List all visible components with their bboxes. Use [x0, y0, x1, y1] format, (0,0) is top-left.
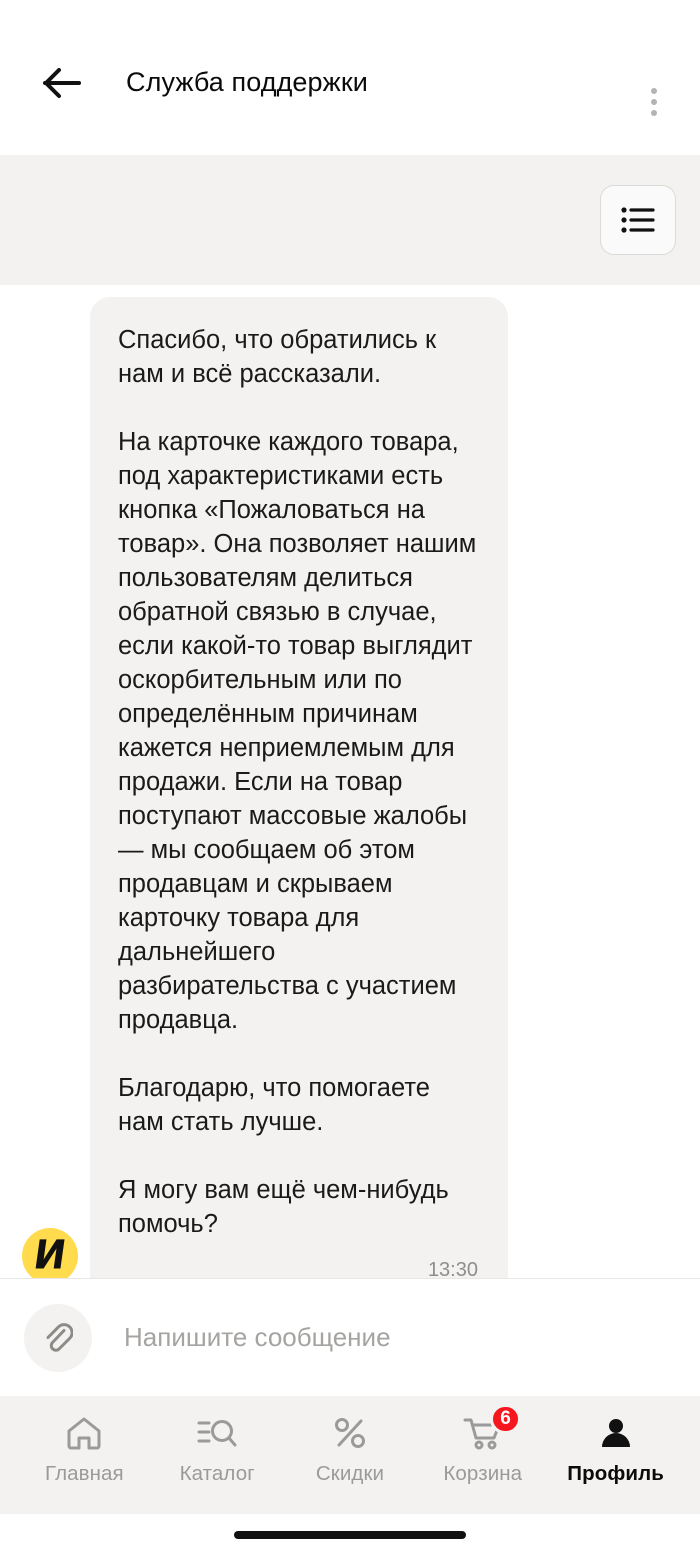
avatar: [22, 1228, 78, 1278]
nav-item-catalog[interactable]: [151, 1412, 284, 1486]
nav-item-home[interactable]: [18, 1412, 151, 1486]
avatar-logo-icon: И: [30, 1231, 70, 1278]
arrow-left-icon: [43, 67, 83, 99]
nav-label: Каталог: [179, 1462, 255, 1485]
page-title: Служба поддержки: [126, 67, 368, 97]
cart-badge: 6: [490, 1404, 521, 1434]
app-header: [0, 0, 700, 155]
chat-toolbar: [0, 155, 700, 285]
nav-item-cart[interactable]: [416, 1408, 549, 1486]
kebab-menu-icon: [651, 88, 657, 94]
nav-label: Скидки: [315, 1462, 385, 1485]
nav-item-discounts[interactable]: [284, 1412, 417, 1486]
nav-item-profile[interactable]: [549, 1412, 682, 1486]
message-input[interactable]: [124, 1322, 676, 1353]
overflow-menu-button[interactable]: [650, 88, 658, 116]
paperclip-icon: [43, 1321, 73, 1355]
kebab-menu-icon: [651, 99, 657, 105]
percent-icon: [332, 1412, 368, 1454]
message-bubble[interactable]: [90, 297, 508, 1278]
message-paragraph: Я могу вам ещё чем-нибудь помочь?: [118, 1176, 456, 1238]
list-icon: [621, 207, 655, 233]
nav-label: Главная: [45, 1462, 124, 1485]
home-icon: [65, 1412, 103, 1454]
home-indicator-area: [0, 1514, 700, 1556]
bottom-navigation: [0, 1396, 700, 1514]
catalog-search-icon: [196, 1412, 238, 1454]
person-icon: [598, 1412, 634, 1454]
kebab-menu-icon: [651, 110, 657, 116]
cart-icon: [463, 1408, 511, 1454]
attach-button[interactable]: [24, 1304, 92, 1372]
message-row: [0, 285, 700, 1278]
back-button[interactable]: [40, 60, 86, 106]
chat-area: [0, 155, 700, 1278]
home-indicator[interactable]: [234, 1531, 466, 1539]
quick-actions-button[interactable]: [600, 185, 676, 255]
message-paragraph: На карточке каждого товара, под характеристиками есть кнопка «Пожаловаться на товар». Она позволяет нашим пользователям делиться обратной связью в случае, если какой-то товар выглядит оскорбительным или по определённым причинам кажется неприемлемым для продажи. Если на товар поступают массовые жалобы — мы сообщаем об этом продавцам и скрываем карточку товара для дальнейшего разбирательства с участием продавца.: [118, 428, 484, 1034]
message-paragraph: Благодарю, что помогаете нам стать лучше.: [118, 1074, 437, 1136]
message-composer: [0, 1278, 700, 1396]
nav-label: Корзина: [443, 1462, 523, 1485]
message-paragraph: Спасибо, что обратились к нам и всё рассказали.: [118, 326, 444, 388]
nav-label: Профиль: [567, 1462, 664, 1485]
message-timestamp: 13:30: [427, 1259, 478, 1278]
message-list: [0, 285, 700, 1278]
